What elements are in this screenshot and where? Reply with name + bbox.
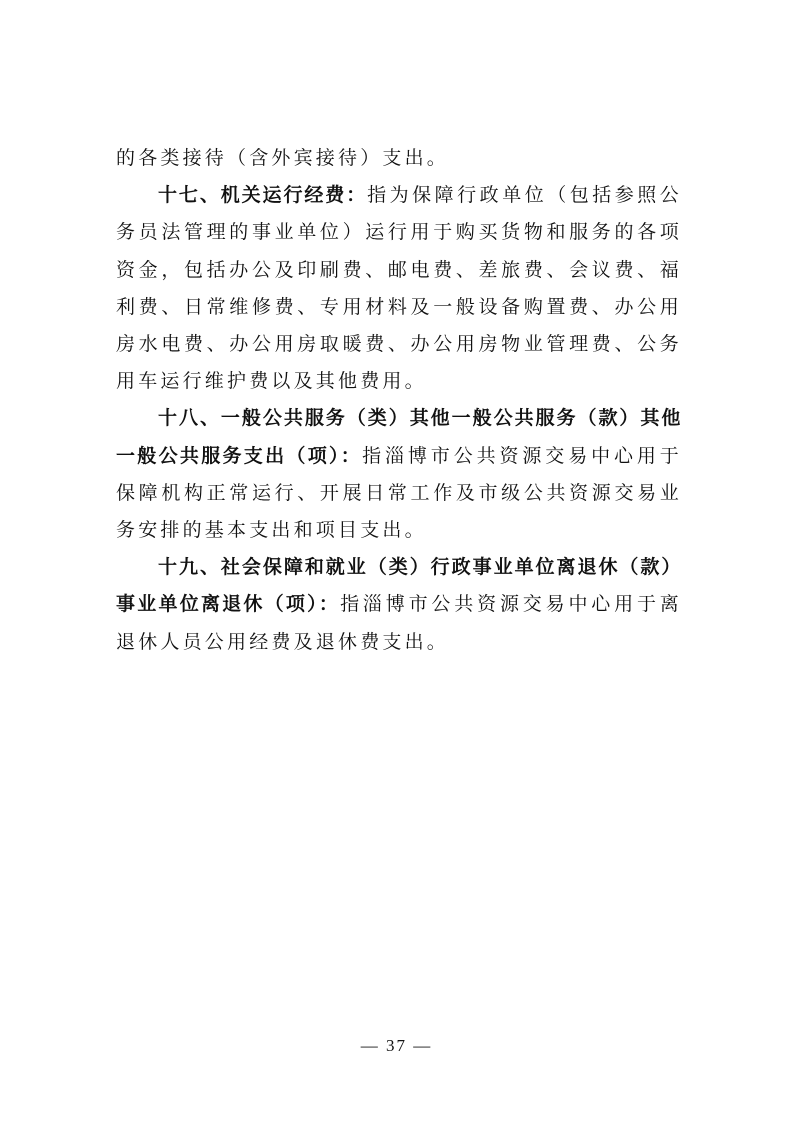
page-number: — 37 — xyxy=(360,1036,433,1055)
paragraph-text: 指淄博市公共资源交易中心用于离退休人员公用经费及退休费支出。 xyxy=(116,593,682,653)
paragraph-item-17 xyxy=(116,177,682,400)
document-body xyxy=(116,140,682,661)
paragraph-text: 的各类接待（含外宾接待）支出。 xyxy=(116,147,450,169)
item-heading: 十八、一般公共服务（类）其他一般公共服务（款）其他一般公共服务支出（项）： xyxy=(116,407,682,467)
item-heading: 十九、社会保障和就业（类）行政事业单位离退休（款）事业单位离退休（项）： xyxy=(116,556,682,616)
paragraph-continuation xyxy=(116,140,682,177)
paragraph-item-18 xyxy=(116,400,682,549)
paragraph-text: 指为保障行政单位（包括参照公务员法管理的事业单位）运行用于购买货物和服务的各项资金，包括办公及印刷费、邮电费、差旅费、会议费、福利费、日常维修费、专用材料及一般设备购置费、办公用房水电费、办公用房取暖费、办公用房物业管理费、公务用车运行维护费以及其他费用。 xyxy=(116,184,682,393)
paragraph-text: 指淄博市公共资源交易中心用于保障机构正常运行、开展日常工作及市级公共资源交易业务安排的基本支出和项目支出。 xyxy=(116,444,682,542)
paragraph-item-19 xyxy=(116,549,682,661)
item-heading: 十七、机关运行经费： xyxy=(158,184,368,207)
